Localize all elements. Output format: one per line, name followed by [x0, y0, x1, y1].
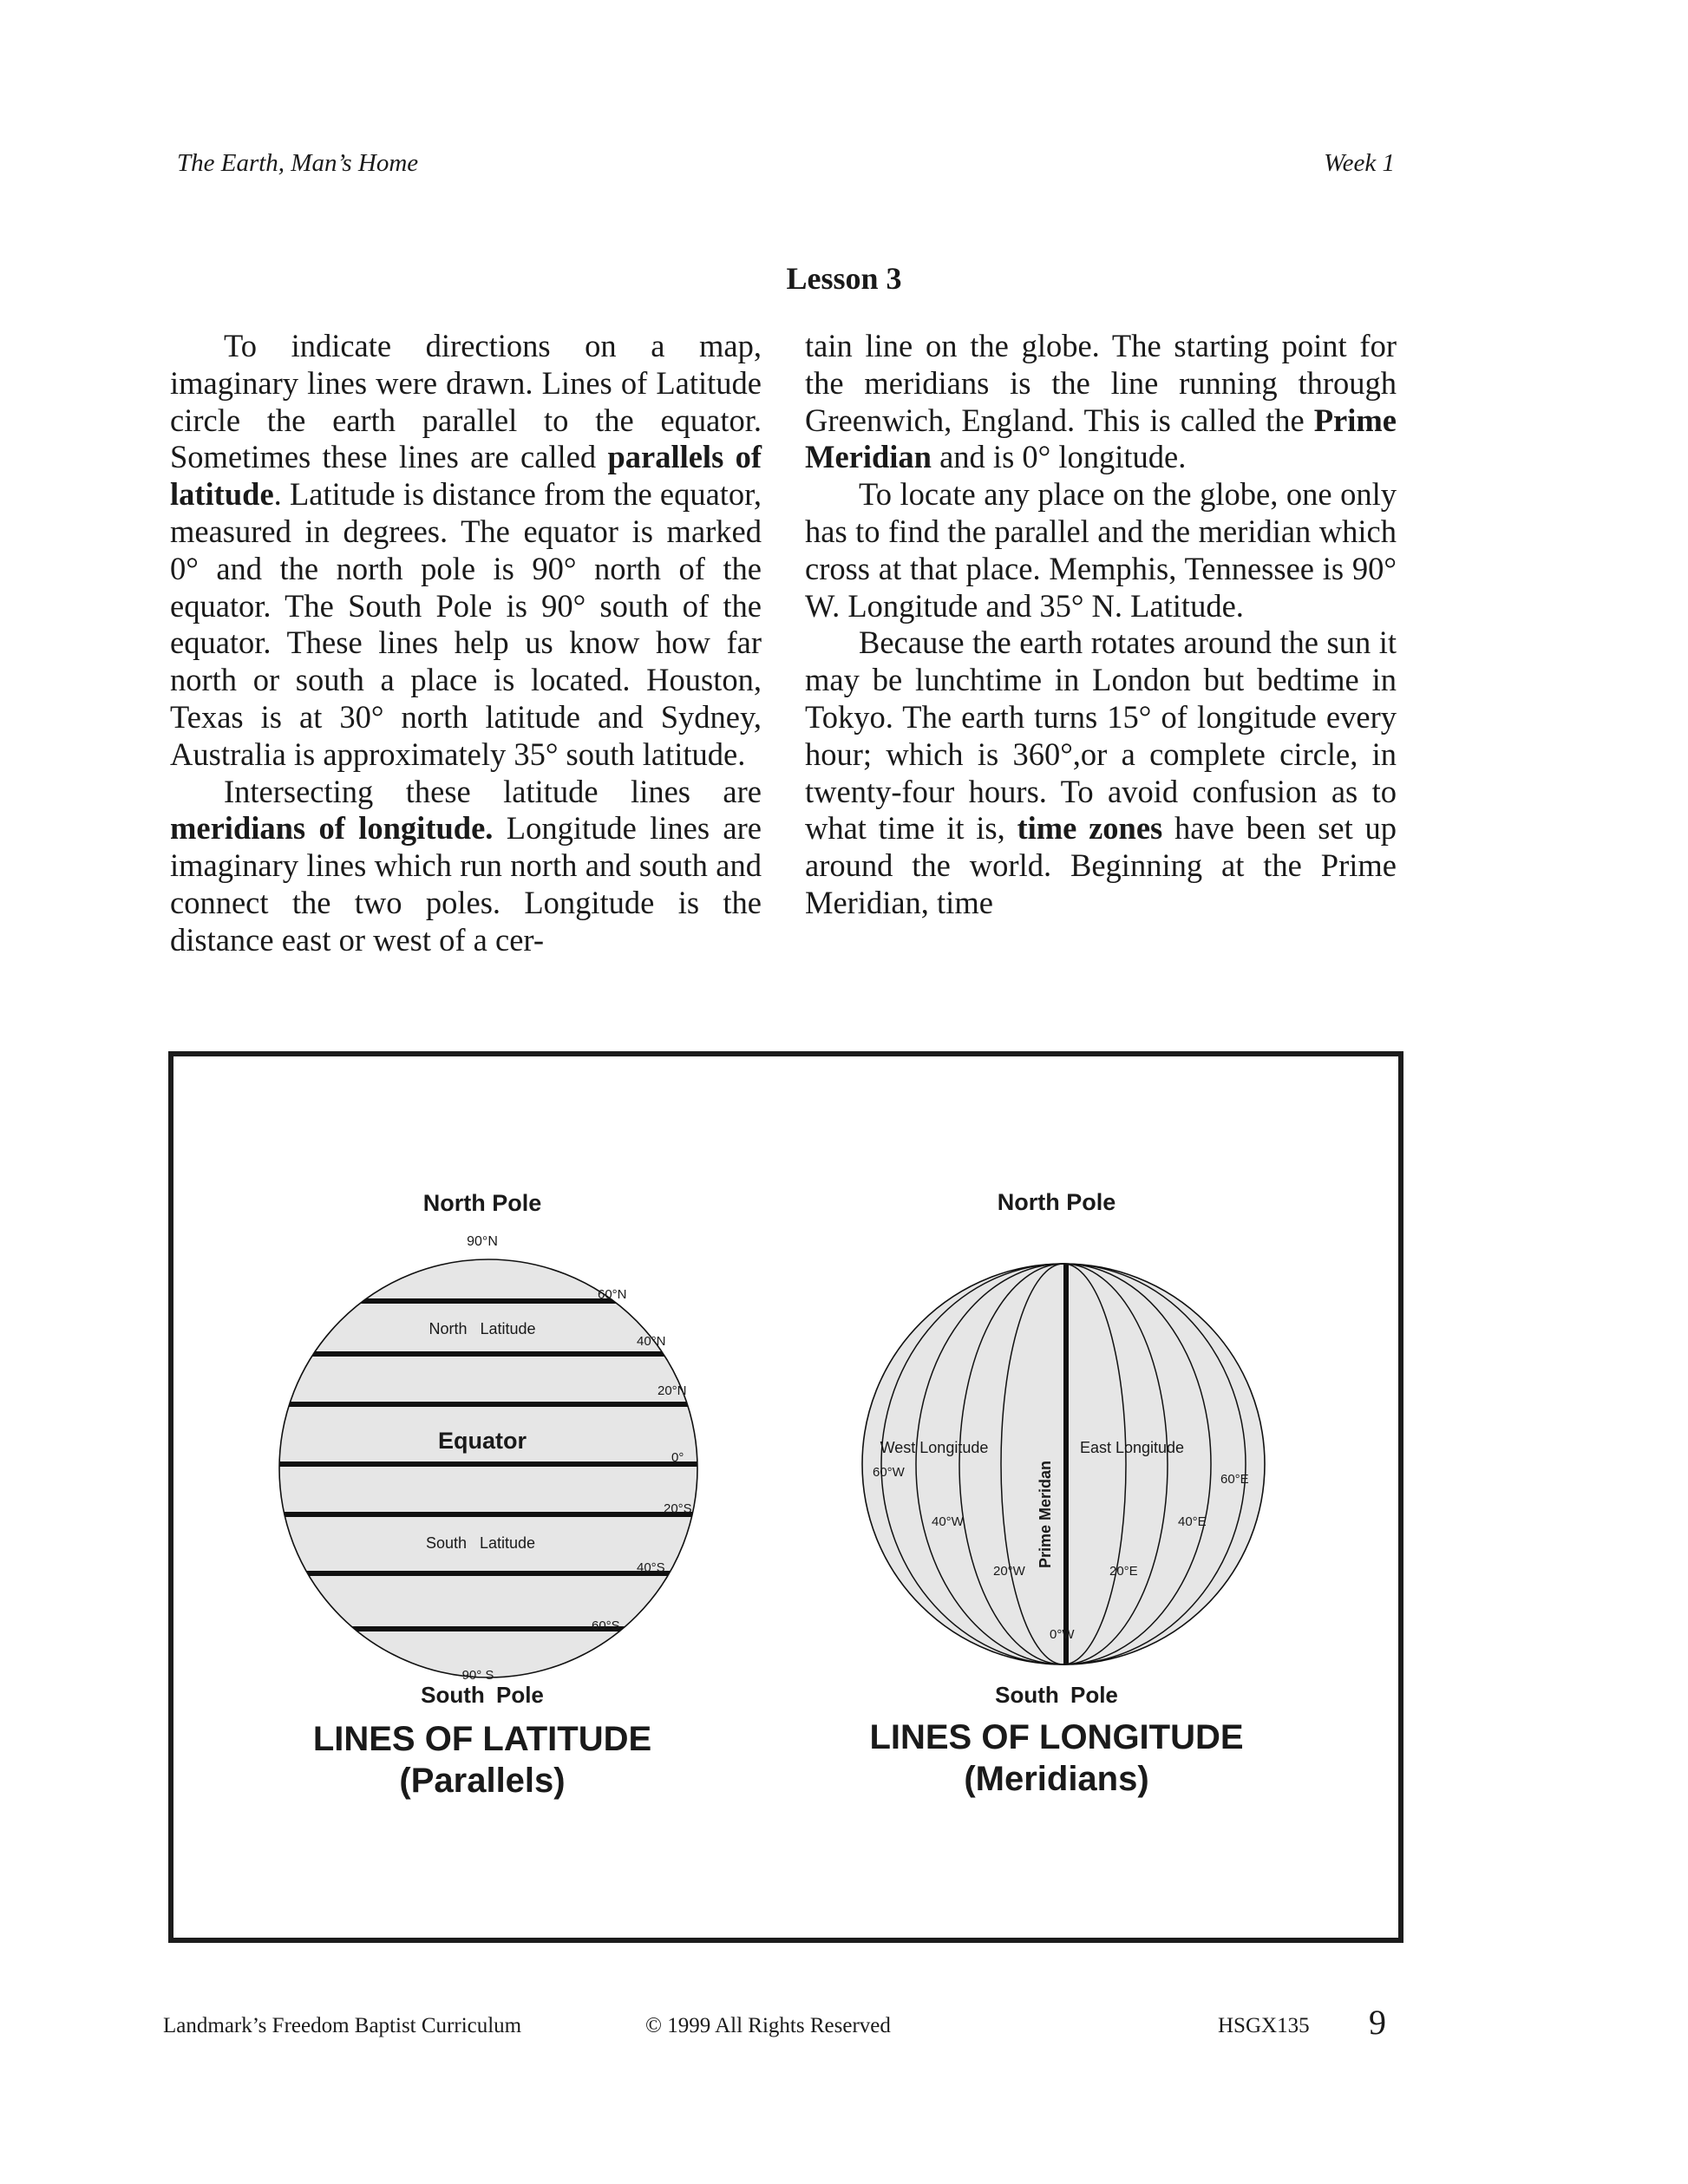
mark-60s: 60°S — [592, 1618, 620, 1633]
latitude-caption-title: LINES OF LATITUDE — [312, 1720, 652, 1758]
lon-south-pole-label: South Pole — [995, 1682, 1118, 1708]
lon-north-pole-label: North Pole — [997, 1189, 1116, 1215]
mark-20e: 20°E — [1109, 1564, 1138, 1579]
mark-40s: 40°S — [637, 1560, 665, 1575]
globes-figure — [173, 1056, 1398, 1938]
mark-20s: 20°S — [664, 1501, 692, 1516]
paragraph-latitude: To indicate directions on a map, imaginary lines were drawn. Lines of Latitude circle the earth parallel to the equator. Sometimes these lines are called parallels of latitude. Latitude is distance from the equator, measured in degrees. The equator is marked 0° and the north pole is 90° north of the equator. The South Pole is 90° south of the equator. These lines help us know how far north or south a place is located. Houston, Texas is at 30° north latitude and Sydney, Australia is approximately 35° south latitude. — [170, 328, 762, 772]
lat-90n-mark: 90°N — [467, 1234, 498, 1249]
longitude-caption-title: LINES OF LONGITUDE — [869, 1718, 1244, 1756]
mark-20n: 20°N — [658, 1383, 687, 1398]
lat-90s-mark: 90° S — [461, 1668, 494, 1683]
paragraph-time-zones: Because the earth rotates around the sun it may be lunchtime in London but bedtime in Tokyo. The earth turns 15° of longitude every hour; which is 360°,or a complete circle, in twenty-four hours. To avoid confusion as to what time it is, time zones have been set up around the world. Beginning at the Prime Meridian, time — [805, 624, 1397, 920]
term-time-zones: time zones — [1017, 810, 1163, 847]
mark-60w: 60°W — [873, 1465, 905, 1480]
term-parallels-of-latitude: parallels of latitude — [170, 439, 762, 513]
lesson-title: Lesson 3 — [786, 261, 902, 296]
mark-40w: 40°W — [932, 1514, 964, 1529]
lat-south-pole-label: South Pole — [421, 1682, 544, 1708]
mark-20w: 20°W — [993, 1564, 1025, 1579]
term-meridians-of-longitude: meridians of longitude. — [170, 810, 494, 847]
lat-north-pole-label: North Pole — [422, 1190, 542, 1216]
mark-60e: 60°E — [1220, 1472, 1249, 1487]
body-column-right — [805, 328, 1397, 922]
latitude-caption-subtitle: (Parallels) — [399, 1762, 566, 1800]
footer-publisher: Landmark’s Freedom Baptist Curriculum — [163, 2014, 522, 2037]
latitude-globe — [260, 1190, 716, 1800]
south-latitude-label: South Latitude — [425, 1534, 536, 1552]
running-head-week: Week 1 — [1324, 149, 1395, 177]
paragraph-longitude: Intersecting these latitude lines are meridians of longitude. Longitude lines are imaginary lines which run north and south and connect the two poles. Longitude is the distance east or west of a cer- — [170, 773, 762, 958]
north-latitude-label: North Latitude — [429, 1320, 536, 1337]
running-head-book-title: The Earth, Man’s Home — [177, 149, 419, 177]
footer-code: HSGX135 — [1218, 2014, 1310, 2037]
mark-0w: 0°W — [1050, 1627, 1075, 1642]
prime-meridian-label: Prime Meridan — [1037, 1460, 1054, 1568]
mark-40n: 40°N — [637, 1334, 666, 1349]
mark-40e: 40°E — [1178, 1514, 1207, 1529]
figure-box — [168, 1051, 1403, 1943]
mark-0: 0° — [671, 1450, 684, 1465]
body-column-left — [170, 328, 762, 959]
paragraph-locate-place: To locate any place on the globe, one only has to find the parallel and the meridian which cross at that place. Memphis, Tennessee is 90° W. Longitude and 35° N. Latitude. — [805, 476, 1397, 624]
west-longitude-label: West Longitude — [880, 1439, 989, 1456]
paragraph-prime-meridian: tain line on the globe. The starting point for the meridians is the line running through Greenwich, England. This is called the Prime Meridian and is 0° longitude. — [805, 328, 1397, 475]
east-longitude-label: East Longitude — [1079, 1439, 1185, 1456]
longitude-caption-subtitle: (Meridians) — [964, 1760, 1149, 1798]
mark-60n: 60°N — [598, 1287, 627, 1302]
longitude-globe — [862, 1189, 1265, 1798]
equator-label: Equator — [437, 1428, 527, 1454]
term-prime-meridian: Prime Meridian — [805, 402, 1397, 475]
page-number: 9 — [1369, 2003, 1386, 2042]
footer-copyright: © 1999 All Rights Reserved — [645, 2014, 891, 2037]
